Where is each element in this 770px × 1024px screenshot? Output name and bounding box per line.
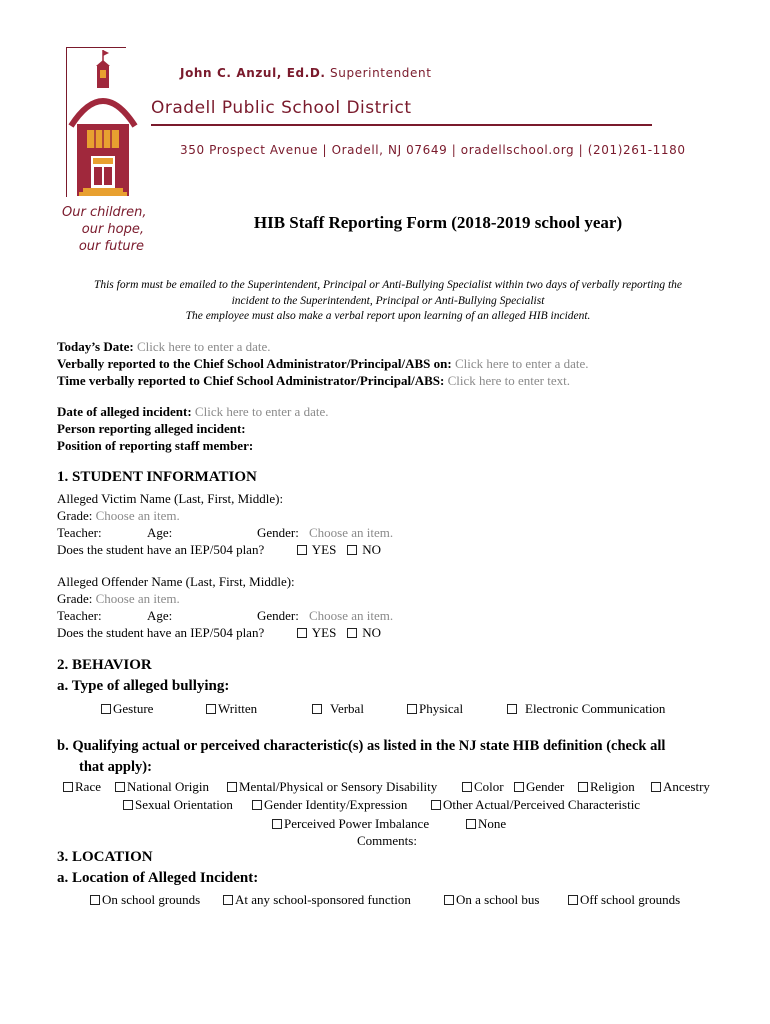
option-none[interactable] (466, 815, 506, 832)
age-label: Age: (147, 608, 173, 623)
checkbox-icon[interactable] (568, 895, 578, 905)
age-label: Age: (147, 525, 173, 540)
report-fields (57, 338, 589, 389)
characteristics-row-3 (0, 815, 770, 832)
motto-line: Our children, (62, 205, 147, 220)
option-label: None (478, 816, 507, 831)
superintendent-title: Superintendent (330, 66, 432, 80)
checkbox-icon[interactable] (297, 628, 307, 638)
instructions-line: This form must be emailed to the Superintendent, Principal or Anti-Bullying Specialist within two days of verbally reporting the (93, 279, 683, 291)
option-gender[interactable] (514, 778, 564, 795)
incident-date-label: Date of alleged incident: (57, 404, 192, 419)
option-label: Gesture (113, 701, 154, 716)
behavior-heading: 2. BEHAVIOR (57, 657, 152, 673)
grade-label: Grade: (57, 508, 93, 523)
option-school-bus[interactable] (444, 891, 539, 908)
offender-gender-select[interactable]: Choose an item. (309, 608, 394, 623)
offender-grade-select[interactable]: Choose an item. (95, 591, 180, 606)
offender-section (57, 573, 394, 641)
checkbox-icon[interactable] (227, 782, 237, 792)
motto-line: our future (78, 239, 144, 254)
checkbox-icon[interactable] (63, 782, 73, 792)
location-heading: 3. LOCATION (57, 849, 153, 865)
offender-teacher-row (57, 607, 394, 624)
characteristic-heading-line: b. Qualifying actual or perceived characteristic(s) as listed in the NJ state HIB definition (check all (57, 738, 666, 754)
option-label: Electronic Communication (525, 701, 666, 716)
option-label: National Origin (127, 779, 209, 794)
option-label: Race (75, 779, 101, 794)
offender-iep-no[interactable] (347, 624, 381, 641)
checkbox-icon[interactable] (466, 819, 476, 829)
checkbox-icon[interactable] (578, 782, 588, 792)
teacher-label: Teacher: (57, 608, 102, 623)
incident-date-row (57, 403, 328, 420)
option-school-grounds[interactable] (90, 891, 200, 908)
option-label: Mental/Physical or Sensory Disability (239, 779, 438, 794)
checkbox-icon[interactable] (431, 800, 441, 810)
checkbox-icon[interactable] (514, 782, 524, 792)
option-verbal[interactable] (312, 700, 364, 717)
motto-line: our hope, (81, 222, 144, 237)
victim-section (57, 490, 394, 558)
checkbox-icon[interactable] (347, 545, 357, 555)
option-national-origin[interactable] (115, 778, 209, 795)
form-instructions (40, 278, 736, 325)
verbal-report-row (57, 355, 589, 372)
grade-label: Grade: (57, 591, 93, 606)
no-label: NO (362, 542, 382, 557)
option-school-function[interactable] (223, 891, 411, 908)
teacher-label: Teacher: (57, 525, 102, 540)
option-label: Gender Identity/Expression (264, 797, 408, 812)
option-other-characteristic[interactable] (431, 796, 640, 813)
checkbox-icon[interactable] (347, 628, 357, 638)
superintendent-name: John C. Anzul, Ed.D. (180, 66, 326, 80)
option-label: Verbal (330, 701, 364, 716)
checkbox-icon[interactable] (407, 704, 417, 714)
option-color[interactable] (462, 778, 504, 795)
option-label: Color (474, 779, 504, 794)
verbal-time-field[interactable]: Click here to enter text. (447, 373, 570, 388)
victim-teacher-row (57, 524, 394, 541)
incident-date-field[interactable]: Click here to enter a date. (194, 404, 329, 419)
option-label: Sexual Orientation (135, 797, 233, 812)
characteristics-row-2 (0, 796, 770, 813)
characteristic-heading (57, 736, 665, 778)
option-label: On a school bus (456, 892, 540, 907)
option-ancestry[interactable] (651, 778, 710, 795)
characteristic-heading-line: that apply): (79, 759, 152, 775)
offender-iep-yes[interactable] (297, 624, 336, 641)
option-gender-identity[interactable] (252, 796, 407, 813)
checkbox-icon[interactable] (252, 800, 262, 810)
victim-gender-select[interactable]: Choose an item. (309, 525, 394, 540)
option-label: Religion (590, 779, 635, 794)
option-religion[interactable] (578, 778, 635, 795)
victim-iep-no[interactable] (347, 541, 381, 558)
option-label: At any school-sponsored function (235, 892, 411, 907)
checkbox-icon[interactable] (115, 782, 125, 792)
option-physical[interactable] (407, 700, 463, 717)
victim-iep-yes[interactable] (297, 541, 336, 558)
instructions-line: incident to the Superintendent, Principal or Anti-Bullying Specialist (231, 294, 545, 307)
iep-label: Does the student have an IEP/504 plan? (57, 625, 265, 640)
option-label: Off school grounds (580, 892, 681, 907)
checkbox-icon[interactable] (297, 545, 307, 555)
checkbox-icon[interactable] (123, 800, 133, 810)
option-off-grounds[interactable] (568, 891, 680, 908)
checkbox-icon[interactable] (101, 704, 111, 714)
student-info-heading: 1. STUDENT INFORMATION (57, 469, 257, 485)
todays-date-field[interactable]: Click here to enter a date. (136, 339, 271, 354)
option-label: Other Actual/Perceived Characteristic (443, 797, 641, 812)
iep-label: Does the student have an IEP/504 plan? (57, 542, 265, 557)
checkbox-icon[interactable] (312, 704, 322, 714)
verbal-time-row (57, 372, 589, 389)
option-label: Perceived Power Imbalance (284, 816, 430, 831)
option-disability[interactable] (227, 778, 437, 795)
bullying-type-heading: a. Type of alleged bullying: (57, 678, 230, 694)
checkbox-icon[interactable] (462, 782, 472, 792)
victim-iep-row (57, 541, 382, 558)
bullying-type-options (0, 700, 770, 717)
incident-fields (57, 403, 328, 454)
location-options (0, 891, 770, 908)
todays-date-row (57, 338, 589, 355)
person-reporting-label: Person reporting alleged incident: (57, 421, 246, 436)
district-name: Oradell Public School District (151, 98, 412, 118)
victim-grade-row (57, 507, 283, 524)
option-label: Ancestry (663, 779, 710, 794)
offender-iep-row (57, 624, 382, 641)
gender-label: Gender: (257, 608, 299, 623)
verbal-report-label: Verbally reported to the Chief School Administrator/Principal/ABS on (57, 356, 448, 371)
option-gesture[interactable] (101, 700, 153, 717)
option-sexual-orientation[interactable] (123, 796, 233, 813)
header-rule (151, 124, 652, 126)
offender-grade-row (57, 590, 295, 607)
characteristics-row-1 (0, 778, 770, 795)
superintendent-line (180, 66, 432, 80)
position-label: Position of reporting staff member: (57, 438, 254, 453)
checkbox-icon[interactable] (90, 895, 100, 905)
schoolhouse-icon (67, 48, 147, 198)
checkbox-icon[interactable] (651, 782, 661, 792)
checkbox-icon[interactable] (444, 895, 454, 905)
offender-name-label: Alleged Offender Name (Last, First, Middle): (57, 574, 295, 589)
option-label: Physical (419, 701, 464, 716)
checkbox-icon[interactable] (272, 819, 282, 829)
verbal-time-label: Time verbally reported to Chief School Administrator/Principal/ABS: (57, 373, 445, 388)
option-label: Written (218, 701, 258, 716)
comments-label: Comments: (357, 833, 417, 848)
yes-label: YES (311, 542, 337, 557)
form-title: HIB Staff Reporting Form (2018-2019 school year) (253, 213, 623, 232)
victim-name-label: Alleged Victim Name (Last, First, Middle): (57, 491, 284, 506)
option-race[interactable] (63, 778, 101, 795)
instructions-line: The employee must also make a verbal report upon learning of an alleged HIB incident. (185, 310, 591, 322)
gender-label: Gender: (257, 525, 299, 540)
colon: : (447, 356, 452, 371)
option-label: Gender (526, 779, 565, 794)
verbal-report-date-field[interactable]: Click here to enter a date. (454, 356, 589, 371)
option-power-imbalance[interactable] (272, 815, 429, 832)
location-sub-heading: a. Location of Alleged Incident: (57, 870, 259, 886)
victim-grade-select[interactable]: Choose an item. (95, 508, 180, 523)
no-label: NO (362, 625, 382, 640)
option-written[interactable] (206, 700, 257, 717)
option-label: On school grounds (102, 892, 201, 907)
checkbox-icon[interactable] (223, 895, 233, 905)
checkbox-icon[interactable] (206, 704, 216, 714)
yes-label: YES (311, 625, 337, 640)
option-electronic[interactable] (507, 700, 665, 717)
checkbox-icon[interactable] (507, 704, 517, 714)
todays-date-label: Today’s Date: (57, 339, 134, 354)
district-address: 350 Prospect Avenue | Oradell, NJ 07649 | oradellschool.org | (201)261-1180 (180, 143, 686, 157)
